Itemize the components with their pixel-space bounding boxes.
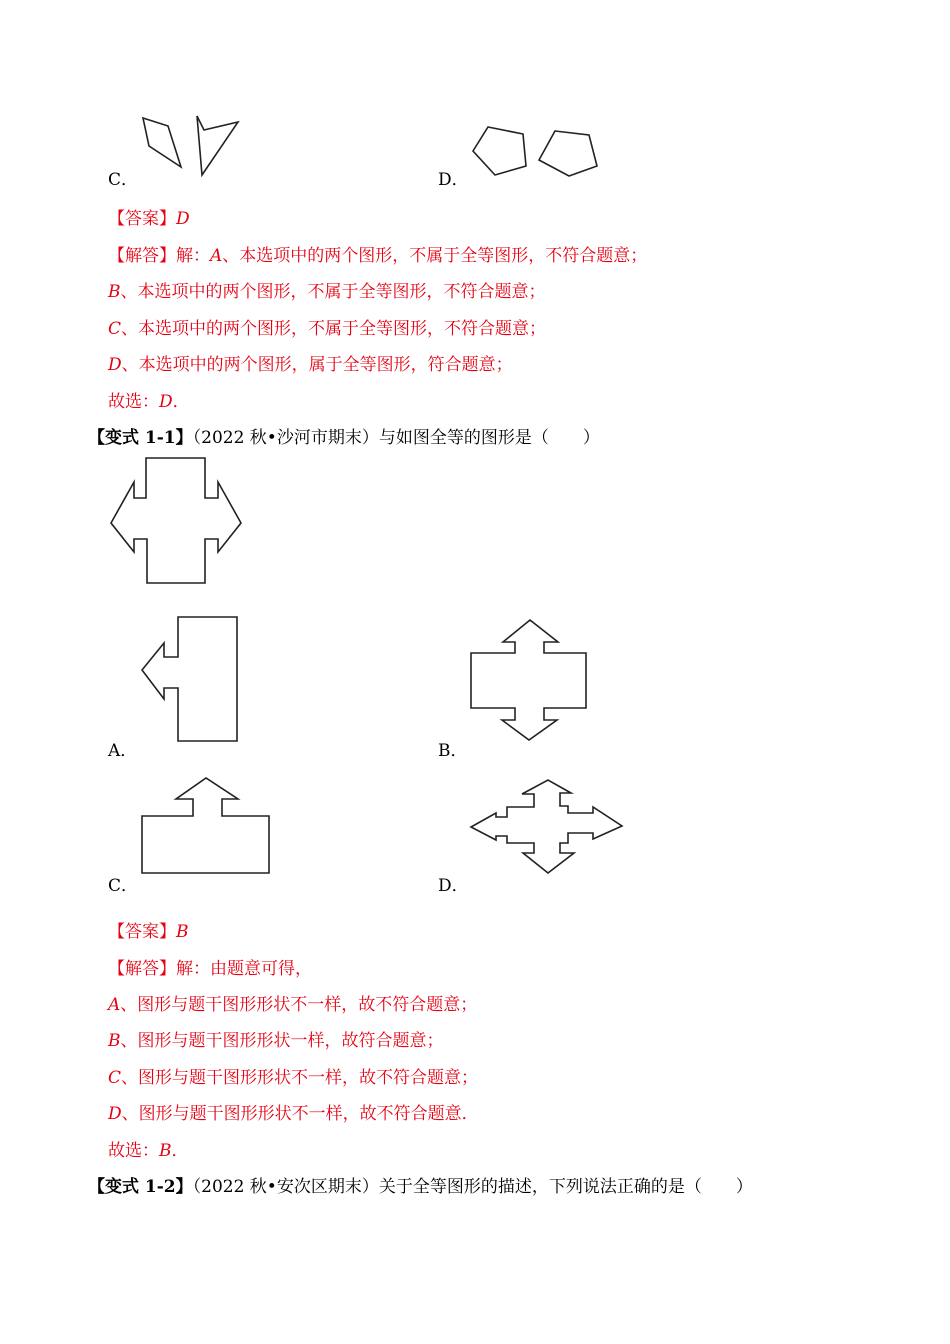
q2-option-a-figure xyxy=(138,614,248,749)
q2-b-shape xyxy=(471,620,586,740)
q1-option-c-label: C． xyxy=(108,170,139,190)
q1-d-pentagon-right xyxy=(539,131,597,176)
solution-text: 、本选项中的两个图形，不属于全等图形，不符合题意； xyxy=(120,282,546,302)
q2-option-a-label: A． xyxy=(108,741,138,761)
q2-option-c-label: C． xyxy=(108,876,139,896)
q2-c-shape xyxy=(142,778,269,873)
q2-option-c-figure xyxy=(138,774,278,879)
q2-solution-line-b xyxy=(108,1026,444,1051)
q2-solution-line-c xyxy=(108,1063,478,1088)
q2-option-d-label: D． xyxy=(438,876,469,896)
solution-letter: D xyxy=(108,355,122,375)
answer-label: 【答案】 xyxy=(108,922,176,942)
choose-suffix: ． xyxy=(172,392,190,412)
q2-d-shape xyxy=(471,780,622,873)
question-tag: 【变式 1-1】 xyxy=(88,428,193,448)
q1-option-d-figure xyxy=(470,124,610,184)
q2-solution-intro-line xyxy=(108,954,312,979)
choose-value: D xyxy=(159,392,173,412)
solution-text: 、图形与题干图形形状不一样，故不符合题意； xyxy=(121,1068,479,1088)
q1-c-triangle xyxy=(197,116,238,175)
solution-letter: D xyxy=(108,1104,122,1124)
q1-solution-line-a xyxy=(108,241,647,266)
question-tag: 【变式 1-2】 xyxy=(88,1177,193,1197)
choose-prefix: 故选： xyxy=(108,1141,159,1161)
q1-solution-line-c xyxy=(108,314,546,339)
q2-solution-line-a xyxy=(108,990,477,1015)
solution-intro: 解： xyxy=(176,246,210,266)
solution-intro: 解：由题意可得， xyxy=(176,959,312,979)
q2-a-shape xyxy=(142,617,237,741)
q2-option-b-figure xyxy=(468,617,598,747)
answer-value: D xyxy=(176,209,190,229)
choose-suffix: ． xyxy=(171,1141,189,1161)
q2-choose xyxy=(108,1136,189,1161)
q1-choose xyxy=(108,387,190,412)
q1-d-pentagon-left xyxy=(473,127,526,175)
choose-prefix: 故选： xyxy=(108,392,159,412)
q2-answer xyxy=(108,917,189,942)
q1-solution-line-b xyxy=(108,277,546,302)
q2-main-figure xyxy=(108,455,248,590)
q1-solution-line-d xyxy=(108,350,513,375)
solution-text: 、本选项中的两个图形，属于全等图形，符合题意； xyxy=(121,355,513,375)
solution-letter: B xyxy=(108,1031,121,1051)
q2-option-d-figure xyxy=(468,776,628,876)
solution-text: 、本选项中的两个图形，不属于全等图形，不符合题意； xyxy=(121,319,547,339)
solution-label: 【解答】 xyxy=(108,246,176,266)
solution-text: 、图形与题干图形形状不一样，故不符合题意； xyxy=(120,995,478,1015)
solution-letter: B xyxy=(108,282,121,302)
q2-main-cross-shape xyxy=(111,458,241,583)
solution-text: 、图形与题干图形形状一样，故符合题意； xyxy=(120,1031,444,1051)
q3-stem xyxy=(88,1172,753,1197)
solution-letter: C xyxy=(108,1068,122,1088)
solution-text: 、图形与题干图形形状不一样，故不符合题意． xyxy=(121,1104,479,1124)
choose-value: B xyxy=(159,1141,172,1161)
q2-solution-line-d xyxy=(108,1099,479,1124)
q2-option-b-label: B． xyxy=(438,741,468,761)
solution-letter: C xyxy=(108,319,122,339)
question-stem: （2022 秋•安次区期末）关于全等图形的描述，下列说法正确的是（ ） xyxy=(192,1177,753,1197)
q2-stem xyxy=(88,423,600,448)
q1-c-quadrilateral xyxy=(143,118,181,167)
answer-label: 【答案】 xyxy=(108,209,176,229)
q1-option-d-label: D． xyxy=(438,170,469,190)
question-stem: （2022 秋•沙河市期末）与如图全等的图形是（ ） xyxy=(192,428,600,448)
solution-text: 、本选项中的两个图形，不属于全等图形，不符合题意； xyxy=(222,246,648,266)
solution-letter: A xyxy=(108,995,121,1015)
solution-letter: A xyxy=(210,246,223,266)
answer-value: B xyxy=(176,922,189,942)
q1-option-c-figure xyxy=(138,112,248,182)
solution-label: 【解答】 xyxy=(108,959,176,979)
q1-answer xyxy=(108,204,190,229)
